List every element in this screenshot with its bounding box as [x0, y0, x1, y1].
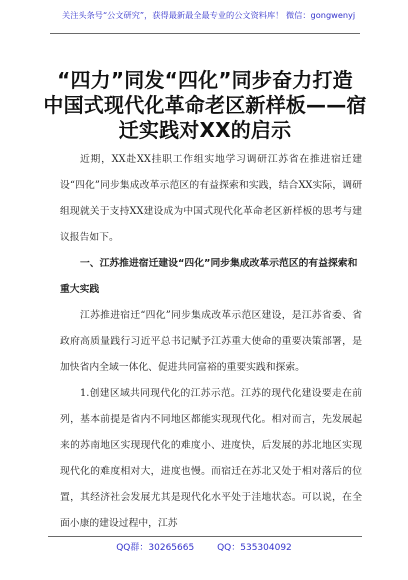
footer-qq: QQ：535304092 — [217, 543, 292, 553]
section-1-paragraph: 江苏推进宿迁“四化”同步集成改革示范区建设，是江苏省委、省政府高质量践行习近平总书记赋予江苏重大使命的重要决策部署，是加快省内全域一体化、促进共同富裕的重要实践和探索。 — [60, 310, 362, 373]
banner-wechat-label: 微信： — [285, 10, 311, 20]
header-banner — [62, 10, 360, 32]
title-line-3: 迁实践对XX的启示 — [118, 118, 292, 142]
document-title — [40, 68, 370, 143]
title-line-1: “四力”同发“四化”同步奋力打造 — [57, 68, 353, 92]
section-1-heading: 一、江苏推进宿迁建设“四化”同步集成改革示范区的有益探索和重大实践 — [60, 258, 358, 295]
footer-divider — [48, 536, 362, 537]
footer-qq-group: QQ群：30265665 — [116, 543, 195, 553]
header-divider — [50, 33, 360, 34]
title-line-2: 中国式现代化革命老区新样板——宿 — [43, 93, 367, 117]
point-1-paragraph: 1.创建区域共同现代化的江苏示范。江苏的现代化建设要走在前列，基本前提是省内不同地区都能实现现代化。相对而言，先发展起来的苏南地区实现现代化的难度小、进度快，后发展的苏北地区实现现代化的难度相对大，进度也慢。而宿迁在苏北又处于相对落后的位置，其经济社会发展尤其是现代化水平处于洼地状态。可以说，在全面小康的建设过程中，江苏 — [60, 388, 362, 529]
banner-notice: 关注头条号“公文研究”，获得最新最全最专业的公文资料库！ — [62, 10, 284, 20]
banner-wechat-id: gongwenyj — [310, 10, 356, 20]
document-body — [60, 147, 362, 537]
intro-paragraph: 近期，XX赴XX挂职工作组实地学习调研江苏省在推进宿迁建设“四化”同步集成改革示范区的有益探索和实践，结合XX实际，调研组现就关于支持XX建设成为中国式现代化革命老区新样板的思考与建议报告如下。 — [60, 154, 362, 243]
footer — [0, 540, 408, 553]
